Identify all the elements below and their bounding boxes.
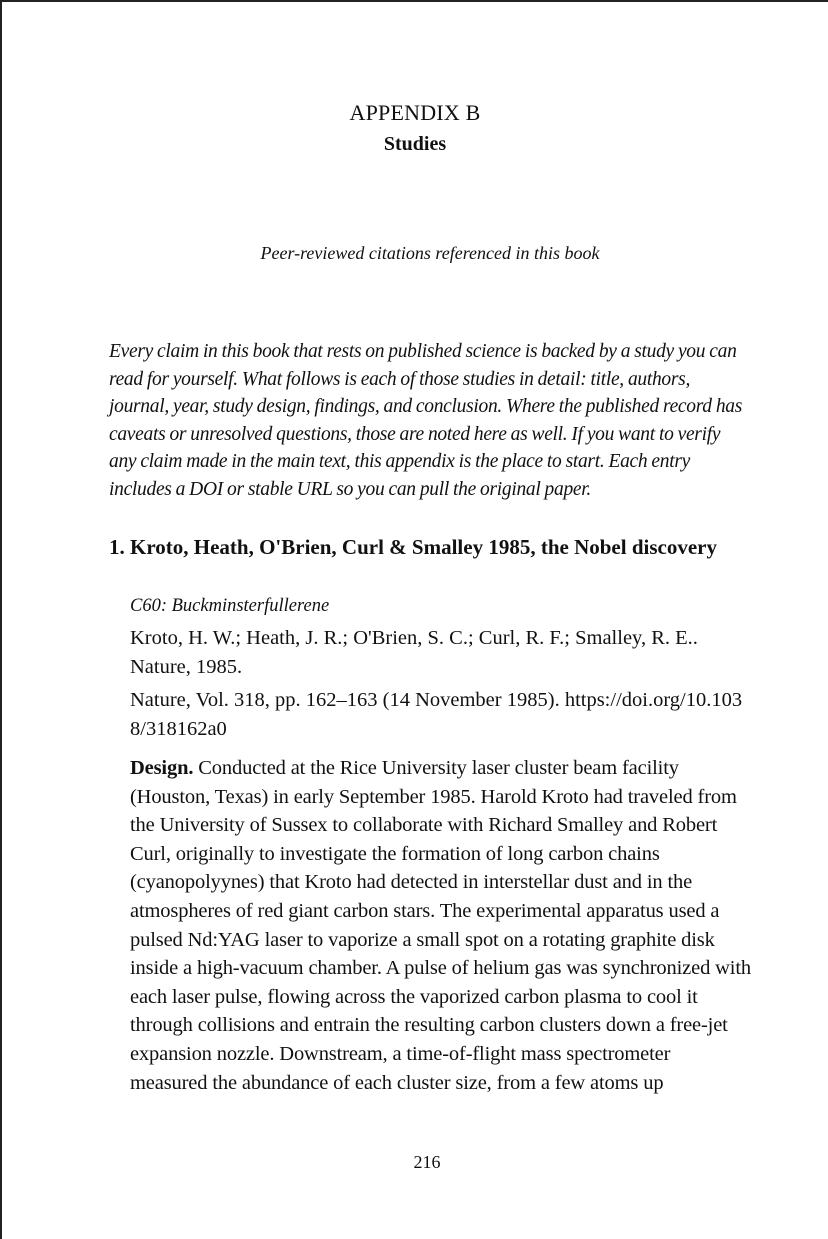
intro-paragraph: Every claim in this book that rests on published science is backed by a study you can read for yourself. What follows is each of those studies in detail: title, authors, journal, year, study design, findings, and conclusion. Where the published record has caveats or unresolved questions, those are noted here as well. If you want to verify any claim made in the main text, this appendix is the place to start. Each entry includes a DOI or stable URL so you can pull the original paper. [109,341,743,500]
study-title: C60: Buckminsterfullerene [130,596,330,616]
appendix-title: Studies [383,133,447,155]
appendix-subtitle: Peer-reviewed citations referenced in this book [260,243,600,263]
entry-body [130,592,752,1097]
design-text: Conducted at the Rice University laser cluster beam facility (Houston, Texas) in early September 1985. Harold Kroto had traveled from the University of Sussex to collaborate with Richard Smalley and Robert Curl, originally to investigate the formation of long carbon chains (cyanopolyynes) that Kroto had detected in interstellar dust and in the atmospheres of red giant carbon stars. The experimental apparatus used a pulsed Nd:YAG laser to vaporize a small spot on a rotating graphite disk inside a high-vacuum chamber. A pulse of helium gas was synchronized with each laser pulse, flowing across the vaporized carbon plasma to cool it through collisions and entrain the resulting carbon clusters down a free-jet expansion nozzle. Downstream, a time-of-flight mass spectrometer measured the abundance of each cluster size, from a few atoms up [130,757,751,1094]
study-design [130,754,752,1097]
study-authors: Kroto, H. W.; Heath, J. R.; O'Brien, S. C.; Curl, R. F.; Smalley, R. E.. Nature, 1985. [130,627,698,678]
appendix-label: APPENDIX B [349,100,481,125]
page-number: 216 [413,1152,441,1172]
entry-heading: 1. Kroto, Heath, O'Brien, Curl & Smalley 1985, the Nobel discovery [109,535,717,559]
study-citation-text: Nature, Vol. 318, pp. 162–163 (14 November 1985). https://doi.org/10.1038/318162a0 [130,689,743,740]
design-label: Design. [130,757,194,779]
study-citation [130,686,752,744]
